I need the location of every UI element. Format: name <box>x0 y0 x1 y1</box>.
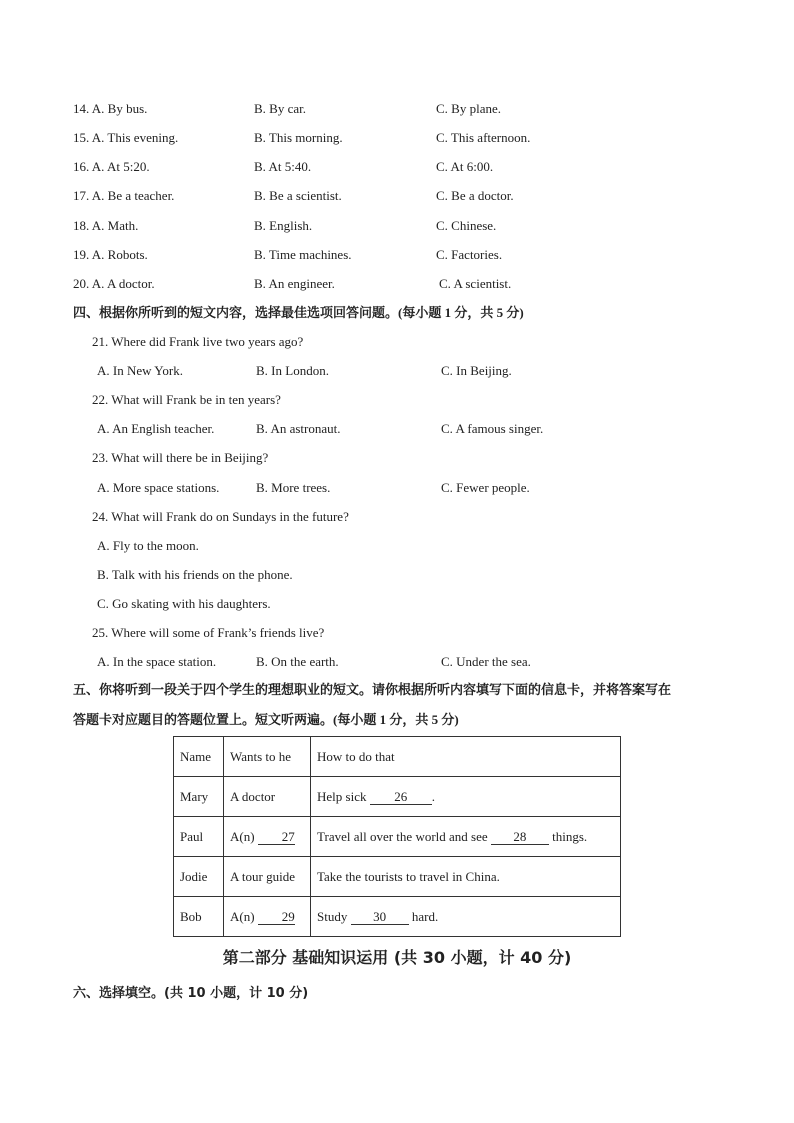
cell-how <box>311 777 621 817</box>
cell-how: Take the tourists to travel in China. <box>311 857 621 897</box>
header-name: Name <box>174 737 224 777</box>
section-4-score: (每小题 1 分，共 5 分) <box>398 305 524 320</box>
q25-option-c: C. Under the sea. <box>441 654 531 669</box>
q21-option-a: A. In New York. <box>97 363 183 378</box>
option-a: 15. A. This evening. <box>73 130 179 145</box>
question-21: 21. Where did Frank live two years ago? <box>92 334 304 349</box>
answer-blank-26[interactable]: 26 <box>370 790 432 805</box>
option-a: 19. A. Robots. <box>73 247 148 262</box>
option-c: C. At 6:00. <box>436 159 494 174</box>
q23-option-b: B. More trees. <box>256 480 331 495</box>
section-5-heading-line2 <box>73 710 459 731</box>
cell-wants <box>224 817 311 857</box>
section-5-score: (每小题 1 分，共 5 分) <box>333 712 459 727</box>
section-5-heading-line1: 五、你将听到一段关于四个学生的理想职业的短文。请你根据所听内容填写下面的信息卡，并将答案写在 <box>73 683 672 698</box>
cell-name: Mary <box>174 777 224 817</box>
option-b: B. By car. <box>254 101 306 116</box>
cell-how-suffix: things. <box>548 828 588 844</box>
cell-wants-text: A(n) <box>230 828 258 844</box>
answer-blank-28[interactable]: 28 <box>491 830 549 845</box>
option-c: C. By plane. <box>436 101 501 116</box>
q25-option-b: B. On the earth. <box>256 654 339 669</box>
q24-option-a: A. Fly to the moon. <box>97 538 199 553</box>
section-6-heading: 六、选择填空。(共 10 小题，计 10 分) <box>73 986 309 1001</box>
info-card-table <box>173 736 621 937</box>
option-a: 16. A. At 5:20. <box>73 159 150 174</box>
table-header-row <box>174 737 621 777</box>
table-row <box>174 777 621 817</box>
option-b: B. Be a scientist. <box>254 188 342 203</box>
table-row <box>174 897 621 937</box>
cell-how-suffix: . <box>431 788 435 804</box>
question-22: 22. What will Frank be in ten years? <box>92 392 281 407</box>
option-a: 14. A. By bus. <box>73 101 148 116</box>
question-25: 25. Where will some of Frank’s friends live? <box>92 625 325 640</box>
cell-how-text: Help sick <box>317 788 370 804</box>
q23-option-c: C. Fewer people. <box>441 480 530 495</box>
cell-how <box>311 897 621 937</box>
option-b: B. Time machines. <box>254 247 352 262</box>
q21-option-c: C. In Beijing. <box>441 363 512 378</box>
answer-blank-29[interactable]: 29 <box>258 910 295 925</box>
cell-name: Paul <box>174 817 224 857</box>
cell-how-suffix: hard. <box>408 908 439 924</box>
cell-name: Jodie <box>174 857 224 897</box>
q22-option-b: B. An astronaut. <box>256 421 341 436</box>
table-row <box>174 817 621 857</box>
section-4-heading-text: 四、根据你所听到的短文内容，选择最佳选项回答问题。 <box>73 306 399 321</box>
cell-wants: A doctor <box>224 777 311 817</box>
q21-option-b: B. In London. <box>256 363 329 378</box>
q23-option-a: A. More space stations. <box>97 480 220 495</box>
section-5-heading-text: 答题卡对应题目的答题位置上。短文听两遍。 <box>73 713 334 728</box>
q22-option-a: A. An English teacher. <box>97 421 215 436</box>
option-b: B. English. <box>254 218 313 233</box>
part-2-title: 第二部分 基础知识运用 (共 30 小题，计 40 分) <box>222 948 572 967</box>
option-b: B. At 5:40. <box>254 159 312 174</box>
q25-option-a: A. In the space station. <box>97 654 217 669</box>
q24-option-c: C. Go skating with his daughters. <box>97 596 271 611</box>
option-c: C. Be a doctor. <box>436 188 514 203</box>
answer-blank-30[interactable]: 30 <box>351 910 409 925</box>
option-c: C. Factories. <box>436 247 503 262</box>
question-24: 24. What will Frank do on Sundays in the future? <box>92 509 349 524</box>
cell-name: Bob <box>174 897 224 937</box>
q24-option-b: B. Talk with his friends on the phone. <box>97 567 293 582</box>
option-c: C. A scientist. <box>439 276 512 291</box>
option-b: B. This morning. <box>254 130 343 145</box>
option-a: 18. A. Math. <box>73 218 139 233</box>
option-b: B. An engineer. <box>254 276 335 291</box>
cell-wants <box>224 897 311 937</box>
section-4-heading <box>73 303 524 324</box>
header-how: How to do that <box>311 737 621 777</box>
option-a: 20. A. A doctor. <box>73 276 155 291</box>
cell-how <box>311 817 621 857</box>
answer-blank-27[interactable]: 27 <box>258 830 295 845</box>
cell-wants-text: A(n) <box>230 908 258 924</box>
cell-how-text: Study <box>317 908 351 924</box>
q22-option-c: C. A famous singer. <box>441 421 544 436</box>
table-row <box>174 857 621 897</box>
cell-wants: A tour guide <box>224 857 311 897</box>
option-a: 17. A. Be a teacher. <box>73 188 175 203</box>
cell-how-text: Travel all over the world and see <box>317 828 491 844</box>
option-c: C. This afternoon. <box>436 130 531 145</box>
question-23: 23. What will there be in Beijing? <box>92 450 269 465</box>
header-wants: Wants to he <box>224 737 311 777</box>
option-c: C. Chinese. <box>436 218 497 233</box>
